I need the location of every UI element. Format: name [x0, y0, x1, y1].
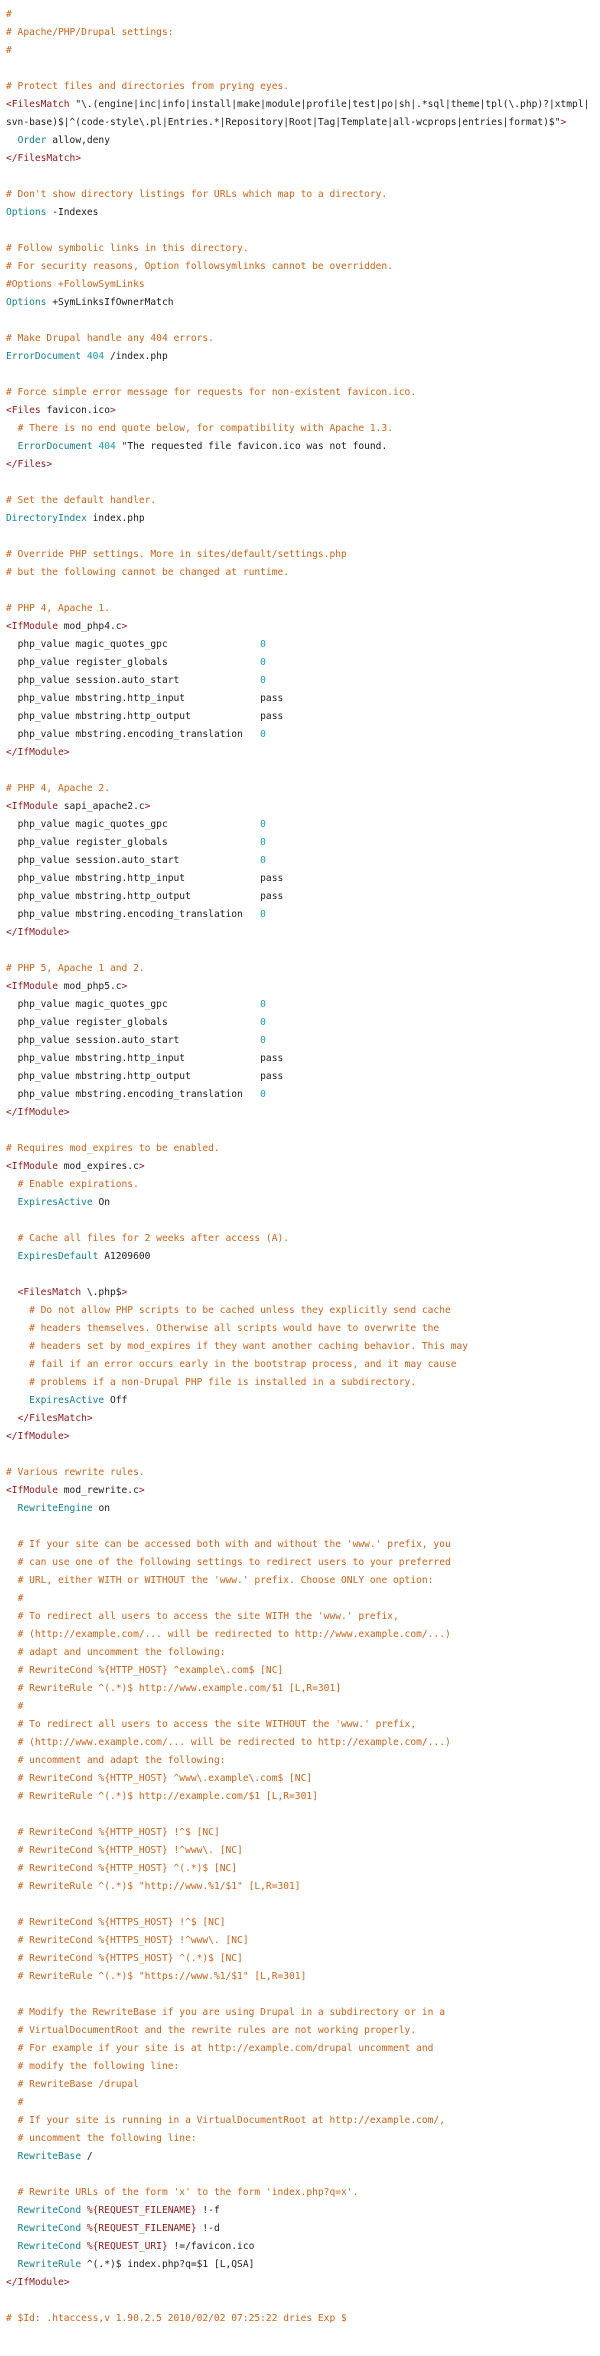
code-line [6, 276, 594, 294]
code-comment: # PHP 5, Apache 1 and 2. [6, 963, 145, 974]
code-tag: > [121, 621, 128, 632]
code-line [6, 1374, 594, 1392]
code-line [6, 1050, 594, 1068]
code-value: sapi_apache2.c [63, 801, 145, 812]
code-line [6, 618, 594, 636]
code-line [6, 870, 594, 888]
code-number: 0 [260, 1089, 266, 1100]
code-line [6, 2058, 594, 2076]
code-line [6, 906, 594, 924]
code-line [6, 2256, 594, 2274]
code-comment: # Override PHP settings. More in sites/default/settings.php [6, 549, 347, 560]
code-comment: # RewriteCond %{HTTP_HOST} !^$ [NC] [6, 1827, 220, 1838]
code-comment: # problems if a non-Drupal PHP file is installed in a subdirectory. [6, 1377, 417, 1388]
code-comment: # Protect files and directories from prying eyes. [6, 81, 290, 92]
code-line [6, 1770, 594, 1788]
code-comment: # adapt and uncomment the following: [6, 1647, 226, 1658]
code-line [6, 1266, 594, 1284]
code-tag: > [121, 981, 128, 992]
code-line [6, 24, 594, 42]
code-line [6, 2022, 594, 2040]
code-comment: # RewriteRule ^(.*)$ "http://www.%1/$1" [L,R=301] [6, 1881, 301, 1892]
code-line [6, 1086, 594, 1104]
code-directive: ExpiresActive [6, 1197, 99, 1208]
code-number: 0 [260, 999, 266, 1010]
code-value: php_value mbstring.encoding_translation [6, 1089, 261, 1100]
code-line [6, 1644, 594, 1662]
code-line [6, 1446, 594, 1464]
code-directive: ExpiresDefault [6, 1251, 105, 1262]
code-comment: # RewriteCond %{HTTPS_HOST} !^www\. [NC] [6, 1935, 249, 1946]
code-line [6, 798, 594, 816]
code-directive: RewriteCond [6, 2205, 87, 2216]
code-comment: # Follow symbolic links in this directory. [6, 243, 249, 254]
code-line [6, 564, 594, 582]
code-comment: # RewriteRule ^(.*)$ "https://www.%1/$1" [L,R=301] [6, 1971, 307, 1982]
code-directive: DirectoryIndex [6, 513, 93, 524]
code-line [6, 204, 594, 222]
code-directive: RewriteBase [6, 2151, 87, 2162]
code-line [6, 1320, 594, 1338]
code-tag: <IfModule [6, 1161, 64, 1172]
code-comment: # VirtualDocumentRoot and the rewrite rules are not working properly. [6, 2025, 417, 2036]
code-comment: # can use one of the following settings to redirect users to your preferred [6, 1557, 451, 1568]
code-comment: # Force simple error message for requests for non-existent favicon.ico. [6, 387, 417, 398]
code-number: 0 [260, 819, 266, 830]
code-line [6, 2310, 594, 2328]
code-line [6, 1338, 594, 1356]
code-directive: ExpiresActive [6, 1395, 110, 1406]
code-line [6, 2220, 594, 2238]
code-tag: </IfModule> [6, 927, 70, 938]
code-line [6, 744, 594, 762]
code-value: !=/favicon.ico [167, 2241, 255, 2252]
code-number: 0 [260, 1035, 266, 1046]
code-line [6, 546, 594, 564]
code-line [6, 1104, 594, 1122]
code-comment: # If your site is running in a VirtualDocumentRoot at http://example.com/, [6, 2115, 445, 2126]
code-comment: # [6, 1593, 24, 1604]
code-line [6, 816, 594, 834]
code-line [6, 1698, 594, 1716]
code-line [6, 780, 594, 798]
code-line [6, 852, 594, 870]
code-line [6, 456, 594, 474]
code-line [6, 222, 594, 240]
code-line [6, 420, 594, 438]
code-line [6, 1878, 594, 1896]
code-value: php_value session.auto_start [6, 675, 261, 686]
code-line [6, 150, 594, 168]
code-line [6, 1842, 594, 1860]
code-tag: <IfModule [6, 621, 64, 632]
code-tag: </IfModule> [6, 1107, 70, 1118]
code-line [6, 960, 594, 978]
code-value: mod_php5.c [63, 981, 122, 992]
code-comment: # [6, 2097, 24, 2108]
code-value: php_value mbstring.encoding_translation [6, 729, 261, 740]
code-value: php_value register_globals [6, 837, 261, 848]
code-line [6, 1194, 594, 1212]
code-tag: <Files [6, 405, 47, 416]
code-value: !-f [196, 2205, 220, 2216]
code-comment: # Various rewrite rules. [6, 1467, 145, 1478]
code-line [6, 438, 594, 456]
code-line [6, 258, 594, 276]
code-line [6, 1896, 594, 1914]
code-value: php_value mbstring.http_output pass [6, 1071, 284, 1082]
code-line [6, 2202, 594, 2220]
code-line [6, 1860, 594, 1878]
code-value: "The requested file favicon.ico was not found. [115, 441, 388, 452]
code-line [6, 762, 594, 780]
code-number: 0 [260, 675, 266, 686]
code-tag: > [138, 1161, 145, 1172]
code-number: 404 [98, 441, 116, 452]
code-line [6, 1230, 594, 1248]
code-line [6, 600, 594, 618]
code-line [6, 60, 594, 78]
code-tag: <FilesMatch [6, 1287, 87, 1298]
code-comment: # Apache/PHP/Drupal settings: [6, 27, 174, 38]
code-value: on [98, 1503, 110, 1514]
code-comment: # $Id: .htaccess,v 1.90.2.5 2010/02/02 07:25:22 dries Exp $ [6, 2313, 347, 2324]
code-comment: # Modify the RewriteBase if you are using Drupal in a subdirectory or in a [6, 2007, 445, 2018]
code-comment: # PHP 4, Apache 2. [6, 783, 110, 794]
code-line [6, 1356, 594, 1374]
code-comment: # headers set by mod_expires if they want another caching behavior. This may [6, 1341, 469, 1352]
code-tag: %{REQUEST_URI} [86, 2241, 168, 2252]
code-value: favicon.ico [46, 405, 110, 416]
code-value: php_value magic_quotes_gpc [6, 639, 261, 650]
code-line [6, 1176, 594, 1194]
code-line [6, 636, 594, 654]
code-line [6, 132, 594, 150]
code-number: 0 [260, 837, 266, 848]
code-tag: </Files> [6, 459, 53, 470]
code-comment: # PHP 4, Apache 1. [6, 603, 110, 614]
code-value: php_value session.auto_start [6, 855, 261, 866]
code-directive: RewriteEngine [6, 1503, 99, 1514]
code-line [6, 1806, 594, 1824]
code-tag: </FilesMatch> [6, 153, 82, 164]
code-value: php_value register_globals [6, 657, 261, 668]
code-line [6, 1518, 594, 1536]
code-line [6, 1014, 594, 1032]
code-line [6, 2166, 594, 2184]
code-comment: # For example if your site is at http://example.com/drupal uncomment and [6, 2043, 434, 2054]
code-line [6, 888, 594, 906]
code-directive: ErrorDocument [6, 351, 87, 362]
code-comment: # (http://example.com/... will be redirected to http://www.example.com/...) [6, 1629, 451, 1640]
code-comment: # Enable expirations. [6, 1179, 139, 1190]
code-line [6, 2238, 594, 2256]
code-number: 0 [260, 1017, 266, 1028]
code-directive: RewriteCond [6, 2241, 87, 2252]
code-line [6, 1500, 594, 1518]
code-value: ^(.*)$ index.php?q=$1 [L,QSA] [86, 2259, 255, 2270]
code-comment: # For security reasons, Option followsymlinks cannot be overridden. [6, 261, 393, 272]
code-comment: # [6, 45, 12, 56]
code-line [6, 1626, 594, 1644]
code-line [6, 1212, 594, 1230]
code-line [6, 1464, 594, 1482]
code-comment: # RewriteCond %{HTTP_HOST} ^www\.example\.com$ [NC] [6, 1773, 313, 1784]
code-number: 0 [260, 729, 266, 740]
code-comment: # RewriteBase /drupal [6, 2079, 139, 2090]
code-tag: </IfModule> [6, 747, 70, 758]
code-tag: %{REQUEST_FILENAME} [86, 2205, 197, 2216]
code-line [6, 2112, 594, 2130]
code-comment: # but the following cannot be changed at runtime. [6, 567, 290, 578]
code-tag: > [138, 1485, 145, 1496]
code-directive: Options [6, 207, 53, 218]
code-value: mod_expires.c [63, 1161, 139, 1172]
code-comment: # If your site can be accessed both with and without the 'www.' prefix, you [6, 1539, 451, 1550]
code-directive: Order [6, 135, 53, 146]
code-directive: ErrorDocument [6, 441, 99, 452]
code-comment: # RewriteRule ^(.*)$ http://www.example.com/$1 [L,R=301] [6, 1683, 342, 1694]
code-line [6, 6, 594, 24]
code-comment: # Cache all files for 2 weeks after access (A). [6, 1233, 290, 1244]
code-line [6, 2292, 594, 2310]
code-line [6, 2076, 594, 2094]
code-line [6, 1914, 594, 1932]
code-line [6, 528, 594, 546]
code-line [6, 186, 594, 204]
code-line [6, 1572, 594, 1590]
code-line [6, 1032, 594, 1050]
code-value: php_value magic_quotes_gpc [6, 819, 261, 830]
code-value: php_value mbstring.http_output pass [6, 711, 284, 722]
code-value: php_value mbstring.http_input pass [6, 693, 284, 704]
code-line [6, 582, 594, 600]
code-comment: # uncomment the following line: [6, 2133, 197, 2144]
code-value: !-d [196, 2223, 220, 2234]
code-line [6, 978, 594, 996]
code-comment: # RewriteCond %{HTTPS_HOST} ^(.*)$ [NC] [6, 1953, 243, 1964]
code-line [6, 312, 594, 330]
code-line [6, 1788, 594, 1806]
code-line [6, 96, 594, 132]
code-line [6, 1140, 594, 1158]
code-value: php_value magic_quotes_gpc [6, 999, 261, 1010]
code-line [6, 240, 594, 258]
code-line [6, 834, 594, 852]
code-number: 0 [260, 855, 266, 866]
code-tag: > [560, 117, 567, 128]
code-line [6, 1716, 594, 1734]
code-line [6, 726, 594, 744]
code-tag: </IfModule> [6, 1431, 70, 1442]
code-line [6, 1428, 594, 1446]
code-line [6, 1680, 594, 1698]
code-value: -Indexes [52, 207, 99, 218]
code-value: php_value mbstring.http_input pass [6, 1053, 284, 1064]
code-line [6, 672, 594, 690]
code-value: mod_rewrite.c [63, 1485, 139, 1496]
code-line [6, 942, 594, 960]
code-tag: > [109, 405, 116, 416]
code-line [6, 1590, 594, 1608]
code-number: 0 [260, 657, 266, 668]
code-comment: # RewriteCond %{HTTP_HOST} ^(.*)$ [NC] [6, 1863, 238, 1874]
code-comment: # To redirect all users to access the site WITH the 'www.' prefix, [6, 1611, 399, 1622]
code-line [6, 294, 594, 312]
code-line [6, 2130, 594, 2148]
code-comment: # URL, either WITH or WITHOUT the 'www.' prefix. Choose ONLY one option: [6, 1575, 434, 1586]
code-line [6, 2004, 594, 2022]
code-line [6, 1932, 594, 1950]
code-comment: # Rewrite URLs of the form 'x' to the form 'index.php?q=x'. [6, 2187, 359, 2198]
code-line [6, 1284, 594, 1302]
code-comment: # Don't show directory listings for URLs which map to a directory. [6, 189, 388, 200]
code-line [6, 2184, 594, 2202]
code-tag: > [121, 1287, 128, 1298]
code-value: php_value session.auto_start [6, 1035, 261, 1046]
code-line [6, 996, 594, 1014]
code-line [6, 366, 594, 384]
code-value: \.php$ [86, 1287, 122, 1298]
code-value: mod_php4.c [63, 621, 122, 632]
code-comment: # Make Drupal handle any 404 errors. [6, 333, 214, 344]
code-line [6, 1950, 594, 1968]
code-line [6, 1248, 594, 1266]
code-line [6, 2040, 594, 2058]
code-line [6, 2094, 594, 2112]
code-comment: # [6, 1701, 24, 1712]
code-directive: RewriteCond [6, 2223, 87, 2234]
code-value: php_value mbstring.encoding_translation [6, 909, 261, 920]
code-tag: </IfModule> [6, 2277, 70, 2288]
code-line [6, 1302, 594, 1320]
code-line [6, 474, 594, 492]
code-directive: RewriteRule [6, 2259, 87, 2270]
code-comment: # Requires mod_expires to be enabled. [6, 1143, 220, 1154]
code-line [6, 1482, 594, 1500]
code-line [6, 1734, 594, 1752]
code-line [6, 708, 594, 726]
code-tag: <IfModule [6, 981, 64, 992]
code-tag: <IfModule [6, 1485, 64, 1496]
code-line [6, 330, 594, 348]
code-comment: # RewriteCond %{HTTP_HOST} !^www\. [NC] [6, 1845, 243, 1856]
code-line [6, 690, 594, 708]
code-line [6, 168, 594, 186]
code-number: 0 [260, 909, 266, 920]
code-line [6, 1662, 594, 1680]
code-comment: # uncomment and adapt the following: [6, 1755, 226, 1766]
code-value: "\.(engine|inc|info|install|make|module|profile|test|po|sh|.*sql|theme|tpl(\.php)?|xtmpl|svn-base)$|^(code-style\.pl|Entries.*|Repository|Root|Tag|Template|all-wcprops|entries|format)$" [6, 99, 590, 128]
code-comment: # RewriteCond %{HTTP_HOST} ^example\.com$ [NC] [6, 1665, 284, 1676]
code-comment: # Do not allow PHP scripts to be cached unless they explicitly send cache [6, 1305, 451, 1316]
code-comment: # headers themselves. Otherwise all scripts would have to overwrite the [6, 1323, 440, 1334]
code-value: /index.php [104, 351, 168, 362]
code-comment: # RewriteRule ^(.*)$ http://example.com/$1 [L,R=301] [6, 1791, 318, 1802]
code-tag: > [144, 801, 151, 812]
code-value: php_value register_globals [6, 1017, 261, 1028]
code-comment: # RewriteCond %{HTTPS_HOST} !^$ [NC] [6, 1917, 226, 1928]
code-line [6, 348, 594, 366]
code-comment: # modify the following line: [6, 2061, 180, 2072]
code-tag: </FilesMatch> [6, 1413, 93, 1424]
code-tag: %{REQUEST_FILENAME} [86, 2223, 197, 2234]
code-line [6, 1410, 594, 1428]
code-line [6, 492, 594, 510]
code-value: On [98, 1197, 110, 1208]
code-line [6, 1824, 594, 1842]
code-line [6, 1068, 594, 1086]
code-value: Off [109, 1395, 128, 1406]
code-line [6, 924, 594, 942]
code-line [6, 1158, 594, 1176]
code-line [6, 2274, 594, 2292]
code-line [6, 2148, 594, 2166]
code-line [6, 1554, 594, 1572]
code-value: php_value mbstring.http_output pass [6, 891, 284, 902]
code-number: 404 [86, 351, 105, 362]
code-value: index.php [92, 513, 145, 524]
code-line [6, 1536, 594, 1554]
code-tag: <FilesMatch [6, 99, 76, 110]
code-tag: <IfModule [6, 801, 64, 812]
code-line [6, 654, 594, 672]
code-comment: # To redirect all users to access the site WITHOUT the 'www.' prefix, [6, 1719, 417, 1730]
code-line [6, 1122, 594, 1140]
code-line [6, 1752, 594, 1770]
code-line [6, 1392, 594, 1410]
code-line [6, 42, 594, 60]
code-value: +SymLinksIfOwnerMatch [52, 297, 174, 308]
code-line [6, 1986, 594, 2004]
code-comment: # Set the default handler. [6, 495, 157, 506]
code-value: allow,deny [52, 135, 110, 146]
code-value: / [86, 2151, 93, 2162]
code-line [6, 1608, 594, 1626]
code-comment: #Options +FollowSymLinks [6, 279, 145, 290]
code-line [6, 384, 594, 402]
code-line [6, 78, 594, 96]
code-directive: Options [6, 297, 53, 308]
code-comment: # fail if an error occurs early in the bootstrap process, and it may cause [6, 1359, 457, 1370]
code-line [6, 402, 594, 420]
code-comment: # (http://www.example.com/... will be redirected to http://example.com/...) [6, 1737, 451, 1748]
code-line [6, 510, 594, 528]
code-value: A1209600 [104, 1251, 151, 1262]
code-value: php_value mbstring.http_input pass [6, 873, 284, 884]
code-comment: # [6, 9, 12, 20]
code-line [6, 1968, 594, 1986]
code-comment: # There is no end quote below, for compatibility with Apache 1.3. [6, 423, 393, 434]
code-number: 0 [260, 639, 266, 650]
